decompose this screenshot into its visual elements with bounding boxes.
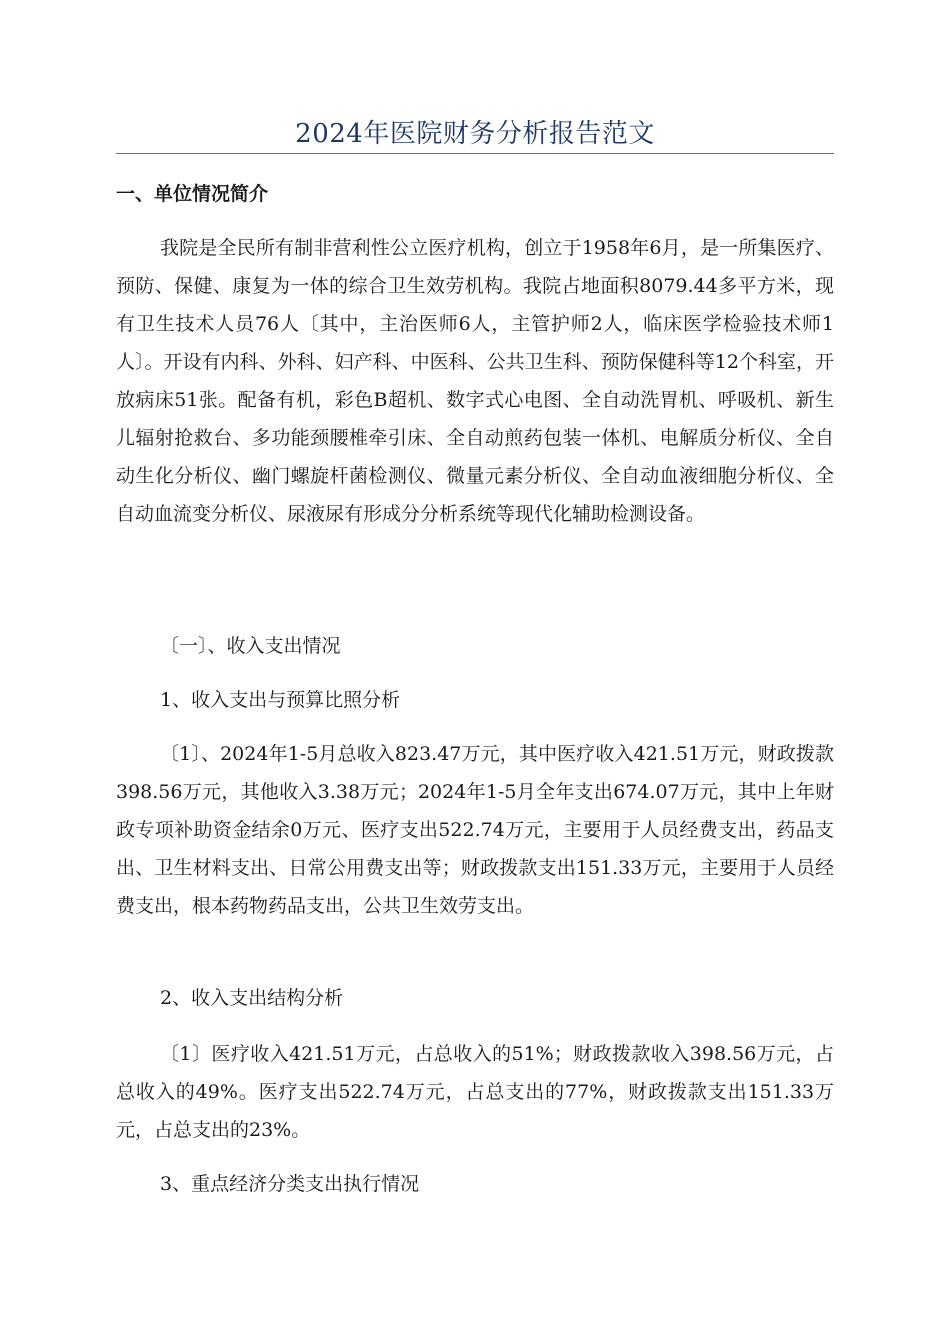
title-underline [116, 153, 834, 154]
document-title: 2024年医院财务分析报告范文 [295, 119, 655, 149]
paragraph-budget-comparison: 〔1〕、2024年1-5月总收入823.47万元，其中医疗收入421.51万元，财政拨款398.56万元，其他收入3.38万元；2024年1-5月全年支出674.07万元，其中上年财政专项补助资金结余0万元、医疗支出522.74万元，主要用于人员经费支出，药品支出、卫生材料支出、日常公用费支出等；财政拨款支出151.33万元，主要用于人员经费支出，根本药物药品支出，公共卫生效劳支出。 [116, 743, 834, 917]
paragraph-unit-overview: 我院是全民所有制非营利性公立医疗机构，创立于1958年6月，是一所集医疗、预防、保健、康复为一体的综合卫生效劳机构。我院占地面积8079.44多平方米，现有卫生技术人员76人〔其中，主治医师6人，主管护师2人，临床医学检验技术师1人〕。开设有内科、外科、妇产科、中医科、公共卫生科、预防保健科等12个科室，开放病床51张。配备有机，彩色B超机、数字式心电图、全自动洗胃机、呼吸机、新生儿辐射抢救台、多功能颈腰椎牵引床、全自动煎药包装一体机、电解质分析仪、全自动生化分析仪、幽门螺旋杆菌检测仪、微量元素分析仪、全自动血液细胞分析仪、全自动血流变分析仪、尿液尿有形成分分析系统等现代化辅助检测设备。 [116, 237, 834, 525]
paragraph-structure-analysis: 〔1〕医疗收入421.51万元，占总收入的51%；财政拨款收入398.56万元，占总收入的49%。医疗支出522.74万元，占总支出的77%，财政拨款支出151.33万元，占总支出的23%。 [116, 1043, 834, 1141]
item-heading-key-expenditure: 3、重点经济分类支出执行情况 [160, 1173, 420, 1195]
item-heading-budget-comparison: 1、收入支出与预算比照分析 [160, 689, 401, 711]
section-heading-unit-overview: 一、单位情况简介 [116, 183, 269, 205]
subsection-heading-income-expense: 〔一〕、收入支出情况 [160, 635, 341, 657]
item-heading-structure-analysis: 2、收入支出结构分析 [160, 987, 344, 1009]
